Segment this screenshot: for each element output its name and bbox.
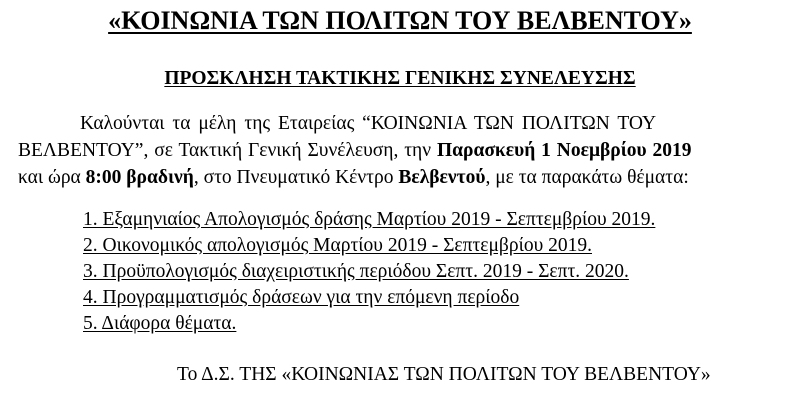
invitation-text: ΒΕΛΒΕΝΤΟΥ”, σε Τακτική Γενική Συνέλευση, την [18,140,437,161]
meeting-time: 8:00 βραδινή [85,167,194,188]
invitation-line-2 [18,139,692,163]
invitation-text: , με τα παρακάτω θέματα: [485,167,689,188]
invitation-text: , στο Πνευματικό Κέντρο [193,167,399,188]
agenda-item: 4. Προγραμματισμός δράσεων για την επόμενη περίοδο [83,287,520,308]
invitation-line-1: Καλούνται τα μέλη της Εταιρείας “ΚΟΙΝΩΝΙΑ ΤΩΝ ΠΟΛΙΤΩΝ ΤΟΥ [80,113,657,134]
agenda-item: 5. Διάφορα θέματα. [83,313,237,334]
invitation-line-3 [18,166,689,190]
document-title: «ΚΟΙΝΩΝΙΑ ΤΩΝ ΠΟΛΙΤΩΝ ΤΟΥ ΒΕΛΒΕΝΤΟΥ» [108,6,692,35]
invitation-text: και ώρα [18,167,86,188]
agenda-item: 2. Οικονομικός απολογισμός Μαρτίου 2019 - Σεπτεμβρίου 2019. [83,235,592,256]
meeting-date: Παρασκευή 1 Νοεμβρίου 2019 [436,140,692,161]
agenda-item: 3. Προϋπολογισμός διαχειριστικής περιόδου Σεπτ. 2019 - Σεπτ. 2020. [83,261,629,282]
agenda-item: 1. Εξαμηνιαίος Απολογισμός δράσης Μαρτίου 2019 - Σεπτεμβρίου 2019. [83,209,656,230]
document-subtitle: ΠΡΟΣΚΛΗΣΗ ΤΑΚΤΙΚΗΣ ΓΕΝΙΚΗΣ ΣΥΝΕΛΕΥΣΗΣ [164,68,636,89]
meeting-venue: Βελβεντού [398,167,486,188]
signature: Το Δ.Σ. ΤΗΣ «ΚΟΙΝΩΝΙΑΣ ΤΩΝ ΠΟΛΙΤΩΝ ΤΟΥ ΒΕΛΒΕΝΤΟΥ» [177,364,711,385]
